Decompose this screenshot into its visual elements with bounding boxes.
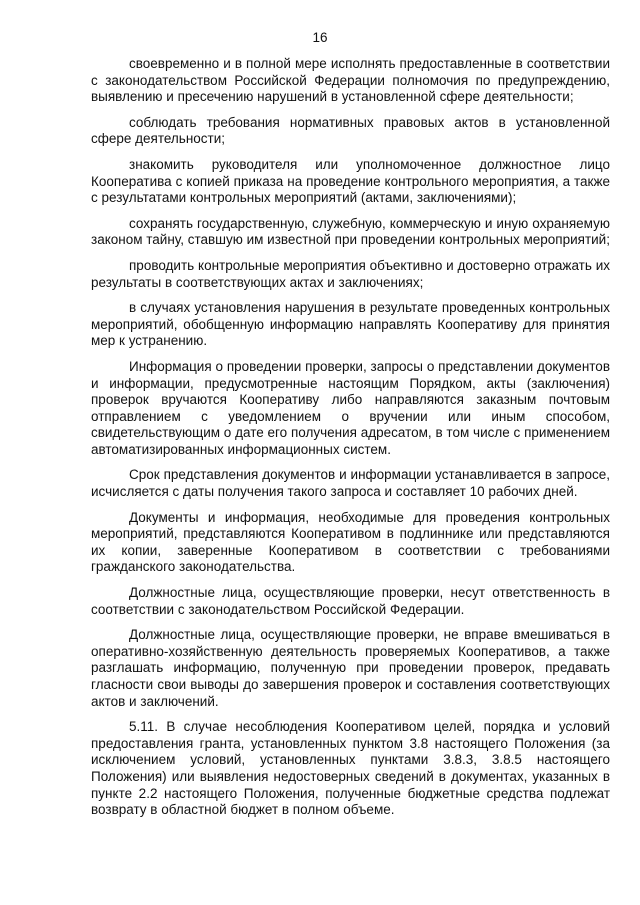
paragraph-submission-deadline: Срок представления документов и информации устанавливается в запросе, исчисляется с даты получения такого запроса и составляет 10 рабочих дней. [91,467,610,500]
paragraph-duty-keep-secrets: сохранять государственную, служебную, коммерческую и иную охраняемую законом тайну, ставшую им известной при проведении контрольных мероприятий; [91,215,610,248]
paragraph-duty-objective-results: проводить контрольные мероприятия объективно и достоверно отражать их результаты в соответствующих актах и заключениях; [91,257,610,290]
document-body [91,56,610,828]
paragraph-documents-originals-copies: Документы и информация, необходимые для проведения контрольных мероприятий, представляются Кооперативом в подлиннике или представляются их копии, заверенные Кооперативом в соответствии с требованиями гражданского законодательства. [91,509,610,575]
paragraph-duty-exercise-powers: своевременно и в полной мере исполнять предоставленные в соответствии с законодательством Российской Федерации полномочия по предупреждению, выявлению и пресечению нарушений в установленной сфере деятельности; [91,56,610,105]
paragraph-duty-comply-regulations: соблюдать требования нормативных правовых актов в установленной сфере деятельности; [91,114,610,147]
paragraph-duty-inform-head: знакомить руководителя или уполномоченное должностное лицо Кооператива с копией приказа на проведение контрольного мероприятия, а также с результатами контрольных мероприятий (актами, заключениями); [91,156,610,206]
paragraph-officials-restrictions: Должностные лица, осуществляющие проверки, не вправе вмешиваться в оперативно-хозяйственную деятельность проверяемых Кооперативов, а также разглашать информацию, полученную при проведении проверок, предавать гласности свои выводы до завершения проверок и составления соответствующих актов и заключений. [91,627,610,709]
page-number: 16 [312,30,328,45]
paragraph-delivery-of-documents: Информация о проведении проверки, запросы о представлении документов и информации, предусмотренные настоящим Порядком, акты (заключения) проверок вручаются Кооперативу либо направляются заказным почтовым отправлением с уведомлением о вручении или иным способом, свидетельствующим о дате его получения адресатом, в том числе с применением автоматизированных информационных систем. [91,358,610,457]
paragraph-5-11-grant-return: 5.11. В случае несоблюдения Кооперативом целей, порядка и условий предоставления гранта, установленных пунктом 3.8 настоящего Положения (за исключением условий, установленных пунктами 3.8.3, 3.8.5 настоящего Положения) или выявления недостоверных сведений в документах, указанных в пункте 2.2 настоящего Положения, полученные бюджетные средства подлежат возврату в областной бюджет в полном объеме. [91,719,610,818]
paragraph-officials-responsibility: Должностные лица, осуществляющие проверки, несут ответственность в соответствии с законодательством Российской Федерации. [91,585,610,617]
paragraph-duty-report-violations: в случаях установления нарушения в результате проведенных контрольных мероприятий, обобщенную информацию направлять Кооперативу для принятия мер к устранению. [91,300,610,349]
